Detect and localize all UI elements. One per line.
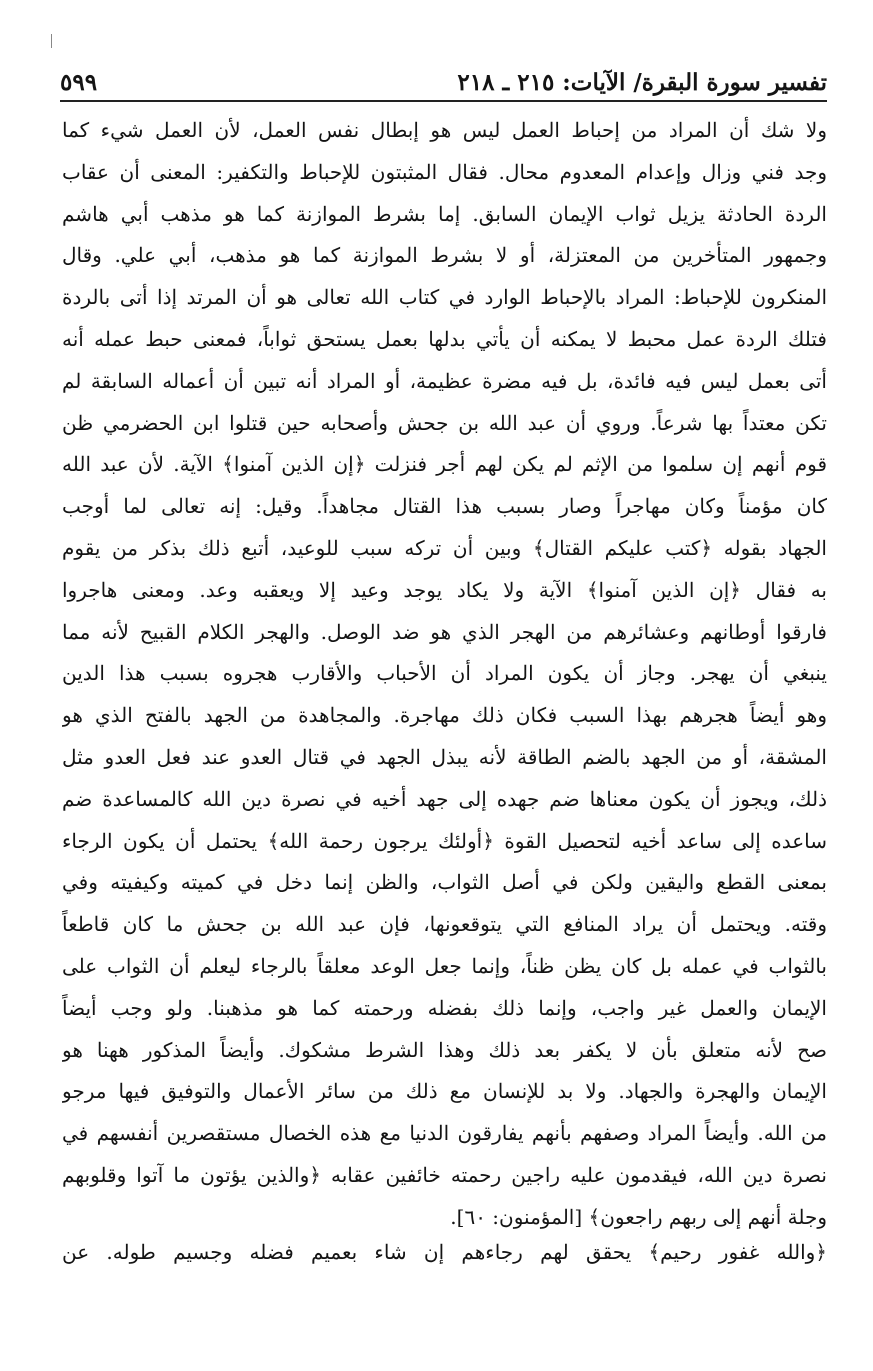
text-line: وجلة أنهم إلى ربهم راجعون﴾ [المؤمنون: ٦٠]. [450, 1204, 827, 1229]
text-line: ولا شك أن المراد من إحباط العمل ليس هو إبطال نفس العمل، لأن العمل شيء كما [62, 118, 827, 142]
text-line: وهو أيضاً هجرهم بهذا السبب فكان ذلك مهاجرة. والمجاهدة من الجهد بالفتح الذي هو [62, 703, 827, 728]
text-line: المنكرون للإحباط: المراد بالإحباط الوارد في كتاب الله تعالى هو أن المرتد إذا أتى بالردة [62, 285, 827, 310]
text-line: المشقة، أو من الجهد بالضم الطاقة لأنه يبذل الجهد في قتال العدو عند فعل العدو مثل [62, 744, 827, 769]
text-line: الإيمان والعمل غير واجب، وإنما ذلك بفضله ورحمته كما هو مذهبنا. ولو وجب أيضاً [62, 995, 827, 1020]
text-line: ينبغي أن يهجر. وجاز أن يكون المراد أن الأحباب والأقارب هجروه بسبب هذا الدين [62, 661, 827, 686]
text-line: ﴿والله غفور رحيم﴾ يحقق لهم رجاءهم إن شاء بعميم فضله وجسيم طوله. عن [62, 1240, 827, 1264]
text-line: الردة الحادثة يزيل ثواب الإيمان السابق. إما بشرط الموازنة كما هو مذهب أبي هاشم [62, 201, 827, 226]
text-line: وجمهور المتأخرين من المعتزلة، أو لا بشرط الموازنة كما هو مذهب، أبي علي. وقال [62, 243, 827, 268]
text-line: ذلك، ويجوز أن يكون معناها ضم جهده إلى جهد أخيه في نصرة دين الله كالمساعدة ضم [62, 786, 827, 811]
text-line: نصرة دين الله، فيقدمون عليه راجين رحمته خائفين عقابه ﴿والذين يؤتون ما آتوا وقلوبهم [62, 1162, 827, 1187]
header-rule [60, 100, 827, 102]
text-line: تكن معتداً بها شرعاً. وروي أن عبد الله بن جحش وأصحابه حين قتلوا ابن الحضرمي ظن [62, 410, 827, 435]
text-line: وجد فني وزال وإعدام المعدوم محال. فقال المثبتون للإحباط والتكفير: المعنى أن عقاب [62, 159, 827, 184]
page-number: ٥٩٩ [60, 69, 98, 96]
text-line: صح لأنه متعلق بأن لا يكفر بعد ذلك وهذا الشرط مشكوك. وأيضاً المذكور ههنا هو [62, 1037, 827, 1062]
text-line: فتلك الردة عمل محبط لا يمكنه أن يأتي بدلها بعمل يستحق ثواباً، فمعنى حبط عمله أنه [62, 326, 827, 351]
text-line: ساعده إلى ساعد أخيه لتحصيل القوة ﴿أولئك يرجون رحمة الله﴾ يحتمل أن يكون الرجاء [62, 828, 827, 853]
text-line: قوم أنهم إن سلموا من الإثم لم يكن لهم أجر فنزلت ﴿إن الذين آمنوا﴾ الآية. لأن عبد الله [62, 452, 827, 477]
text-line: من الله. وأيضاً المراد وصفهم بأنهم يفارقون الدنيا مع هذه الخصال مستقصرين أنفسهم في [62, 1121, 827, 1146]
text-line: الإيمان والهجرة والجهاد. ولا بد للإنسان مع ذلك من سائر الأعمال والتوفيق فيها مرجو [62, 1079, 827, 1104]
text-line: الجهاد بقوله ﴿كتب عليكم القتال﴾ وبين أن تركه سبب للوعيد، أتبع ذلك بذكر من يقوم [62, 535, 827, 560]
header-title: تفسير سورة البقرة/ الآيات: ٢١٥ ـ ٢١٨ [457, 69, 827, 96]
text-line: بالثواب في عمله بل كان يظن ظناً، وإنما جعل الوعد معلقاً بالرجاء ليعلم أن الثواب على [62, 953, 827, 978]
running-header [60, 56, 827, 96]
next-paragraph [62, 1232, 827, 1274]
text-line: فارقوا أوطانهم وعشائرهم من الهجر الذي هو ضد الوصل. والهجر الكلام القبيح لأنه مما [62, 619, 827, 644]
body-paragraph [62, 110, 827, 1239]
text-line: به فقال ﴿إن الذين آمنوا﴾ الآية ولا يكاد يوجد وعيد إلا ويعقبه وعد. ومعنى هاجروا [62, 577, 827, 602]
text-line: أتى بعمل ليس فيه فائدة، بل فيه مضرة عظيمة، أو المراد أنه تبين أن أعماله السابقة لم [62, 368, 827, 393]
text-line: كان مؤمناً وكان مهاجراً وصار بسبب هذا القتال مجاهداً. وقيل: إنه تعالى لما أوجب [62, 494, 827, 519]
text-line: وقته. ويحتمل أن يراد المنافع التي يتوقعونها، فإن عبد الله بن جحش ما كان قاطعاً [62, 912, 827, 937]
margin-mark [51, 34, 52, 48]
text-line: بمعنى القطع واليقين ولكن في أصل الثواب، والظن إنما دخل في كميته وكيفيته وفي [62, 870, 827, 895]
